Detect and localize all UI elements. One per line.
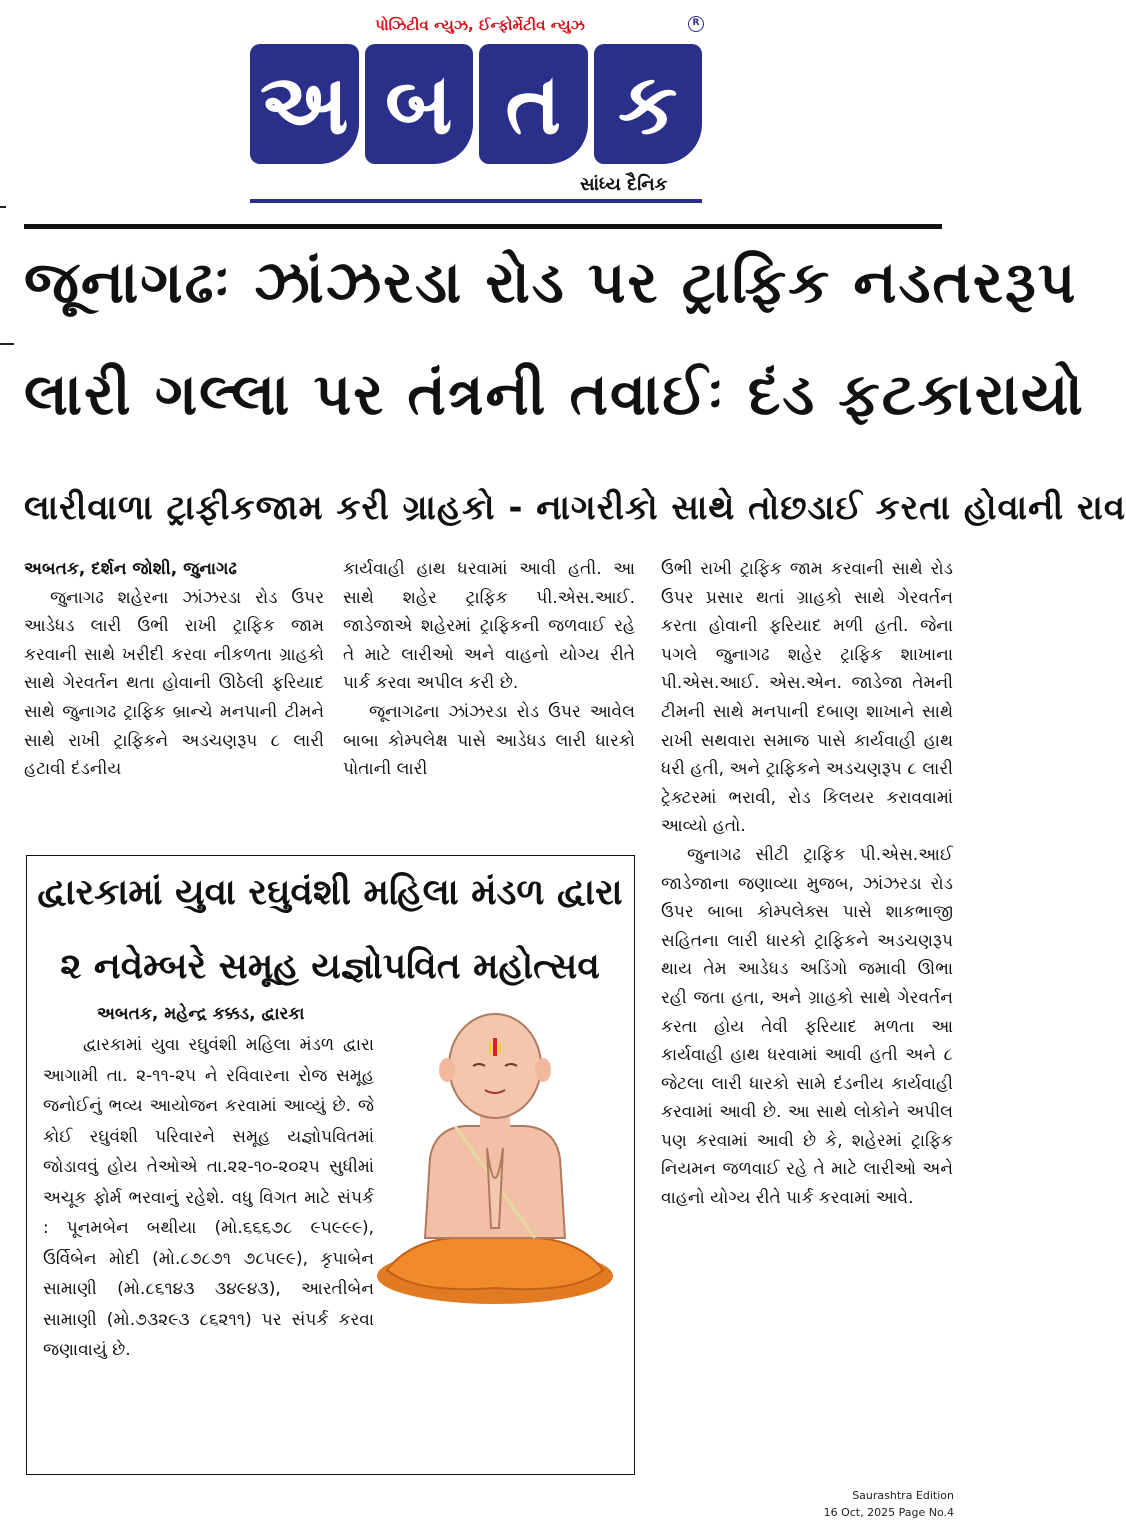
article-paragraph: કાર્યવાહી હાથ ધરવામાં આવી હતી. આ સાથે શહેર ટ્રાફિક પી.એસ.આઈ. જાડેજાએ શહેરમાં ટ્રાફિકની જળવાઈ રહે તે માટે લારીઓ અને વાહનો યોગ્ય રીતે પાર્ક કરવા અપીલ કરી છે. [343,559,635,694]
newspaper-logo [250,44,702,164]
crop-mark [0,343,14,345]
masthead-subtitle: સાંધ્ય દૈનિક [580,174,668,195]
illustration-spacer [374,1030,619,1330]
masthead [250,16,710,206]
article-column-1 [24,555,324,847]
logo-letter: ત [479,44,588,164]
edition-label: Saurashtra Edition [852,1489,954,1502]
subheadline: લારીવાળા ટ્રાફીકજામ કરી ગ્રાહકો - નાગરીકો સાથે તોછડાઈ કરતા હોવાની રાવ [24,488,1126,528]
boxed-article-body [43,1030,619,1366]
boxed-article-title-line-1: દ્વારકામાં યુવા રઘુવંશી મહિલા મંડળ દ્વારા [37,872,623,913]
masthead-tagline: પોઝિટીવ ન્યુઝ, ઈન્ફોર્મેટીવ ન્યુઝ [375,16,585,34]
logo-letter: બ [365,44,474,164]
logo-letter: ક [594,44,703,164]
article-paragraph: જુનાગઢ સીટી ટ્રાફિક પી.એસ.આઈ જાડેજાના જણાવ્યા મુજબ, ઝાંઝરડા રોડ ઉપર બાબા કોમ્પલેક્સ પાસે શાકભાજી સહિતના લારી ધારકો ટ્રાફિકને અડચણરૂપ થાય તેમ આડેધડ અડિંગો જમાવી ઊભા રહી જતા હતા, અને ગ્રાહકો સાથે ગેરવર્તન કરતા હોય તેવી ફરિયાદ મળતા આ કાર્યવાહી હાથ ધરવામાં આવી હતી અને ૮ જેટલા લારી ધારકો સામે દંડનીય કાર્યવાહી કરવામાં આવી છે. આ સાથે લોકોને અપીલ પણ કરવામાં આવી છે કે, શહેરમાં ટ્રાફિક નિયમન જળવાઈ રહે તે માટે લારીઓ અને વાહનો યોગ્ય રીતે પાર્ક કરવામાં આવે. [661,844,953,1209]
article-column-2 [343,555,635,847]
headline-line-2: લારી ગલ્લા પર તંત્રની તવાઈઃ દંડ ફટકારાયો [24,360,1085,428]
masthead-rule [250,199,702,203]
article-paragraph: જૂનાગઢના ઝાંઝરડા રોડ ઉપર આવેલ બાબા કોમ્પલેક્ષ પાસે આડેધડ લારી ધારકો પોતાની લારી [343,701,635,780]
registered-mark: R [688,16,704,32]
boxed-article [26,855,635,1475]
article-paragraph: ઉભી રાખી ટ્રાફિક જામ કરવાની સાથે રોડ ઉપર પ્રસાર થતાં ગ્રાહકો સાથે ગેરવર્તન કરતા હોવાની ફરિયાદ મળી હતી. જેના પગલે જુનાગઢ શહેર ટ્રાફિક શાખાના પી.એસ.આઈ. એસ.એન. જાડેજા તેમની ટીમની સાથે મનપાની દબાણ શાખાને સાથે રાખી સથવારા સમાજ પાસે કાર્યવાહી હાથ ધરી હતી, અને ટ્રાફિકને અડચણરૂપ ૮ લારી ટ્રેક્ટરમાં ભરાવી, રોડ કિલયર કરાવવામાં આવ્યો હતો. [661,559,953,837]
date-page-label: 16 Oct, 2025 Page No.4 [823,1506,954,1519]
headline-line-1: જૂનાગઢઃ ઝાંઝરડા રોડ પર ટ્રાફિક નડતરરૂપ [24,248,1078,316]
article-paragraph: જુનાગઢ શહેરના ઝાંઝરડા રોડ ઉપર આડેધડ લારી ઉભી રાખી ટ્રાફિક જામ કરવાની સાથે ખરીદી કરવા નીકળતા ગ્રાહકો સાથે ગેરવર્તન થતા હોવાની ઊઠેલી ફરિયાદ સાથે જુનાગઢ ટ્રાફિક બ્રાન્ચે મનપાની ટીમને સાથે રાખી ટ્રાફિકને અડચણરૂપ ૮ લારી હટાવી દંડનીય [24,587,324,780]
boxed-article-byline: અબતક, મહેન્દ્ર કક્કડ, દ્વારકા [97,1004,305,1024]
article-column-3 [661,555,953,1485]
crop-mark [0,206,6,208]
logo-letter: અ [250,44,359,164]
boxed-article-title-line-2: ૨ નવેમ્બરે સમૂહ યજ્ઞોપવિત મહોત્સવ [60,946,600,987]
article-byline: અબતક, દર્શન જોશી, જુનાગઢ [24,559,237,579]
section-divider [24,224,942,229]
boxed-article-paragraph: દ્વારકામાં યુવા રઘુવંશી મહિલા મંડળ દ્વારા આગામી તા. ૨-૧૧-૨૫ ને રવિવારના રોજ સમૂહ જનોઈનું ભવ્ય આયોજન કરવામાં આવ્યું છે. જે કોઈ રઘુવંશી પરિવારને સમૂહ યજ્ઞોપવિતમાં જોડાવવું હોય તેઓએ તા.૨૨-૧૦-૨૦૨૫ સુધીમાં અચૂક ફોર્મ ભરવાનું રહેશે. વધુ વિગત માટે સંપર્ક : પૂનમબેન બથીયા (મો.૬૬૬૭૮ ૯૫૯૯૯), ઉર્વિબેન મોદી (મો.૮૭૮૭૧ ૭૮૫૯૯), કૃપાબેન સામાણી (મો.૮૬૧૪૩ ૩૪૯૪૩), આરતીબેન સામાણી (મો.૭૩૨૯૩ ૮૬૨૧૧) પર સંપર્ક કરવા જણાવાયું છે. [43,1035,374,1360]
